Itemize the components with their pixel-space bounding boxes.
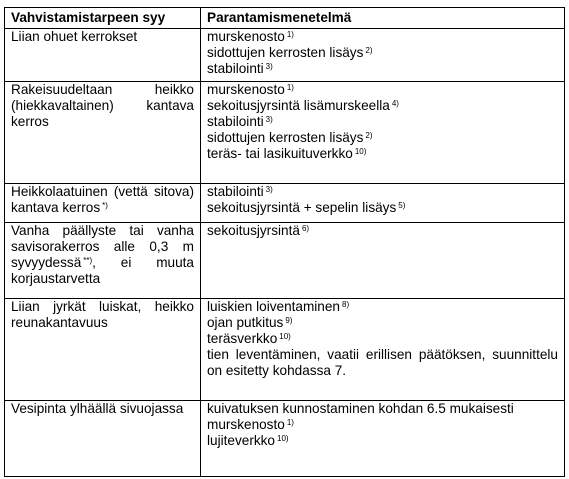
method-item <box>207 45 558 61</box>
method-item <box>207 146 558 162</box>
method-text: lujiteverkko <box>207 432 275 448</box>
cause-cell <box>5 183 201 222</box>
method-text: sekoitusjyrsintä + sepelin lisäys <box>207 199 397 215</box>
cause-text: Liian jyrkät luiskat, heikko reunakantavuus <box>11 299 194 331</box>
table-row <box>5 183 565 222</box>
cause-text: Liian ohuet kerrokset <box>11 29 138 44</box>
method-text: luiskien loiventaminen <box>207 299 340 315</box>
method-text: tien leventäminen, vaatii erillisen päätöksen, suunnittelu on esitetty kohdassa 7. <box>207 347 558 379</box>
method-cell <box>201 29 565 82</box>
method-item <box>207 29 558 45</box>
method-cell <box>201 183 565 222</box>
method-text: stabilointi <box>207 61 264 76</box>
cause-cell <box>5 222 201 298</box>
method-text: murskenosto <box>207 29 285 44</box>
footnote-ref: 3) <box>265 184 273 194</box>
table-row <box>5 299 565 401</box>
cause-cell <box>5 299 201 401</box>
method-item <box>207 433 558 449</box>
table-row <box>5 400 565 476</box>
method-text: ojan putkitus <box>207 315 284 331</box>
table-row <box>5 29 565 82</box>
footnote-ref: 9) <box>285 316 293 326</box>
cause-text: Vanha päällyste tai vanha savisorakerros alle 0,3 m syvyydessä <box>11 222 194 270</box>
method-item <box>207 331 558 347</box>
method-item <box>207 114 558 130</box>
method-cell <box>201 81 565 183</box>
method-item <box>207 200 558 216</box>
table-row <box>5 222 565 298</box>
header-cause: Vahvistamistarpeen syy <box>5 8 201 29</box>
method-item <box>207 82 558 98</box>
method-text: murskenosto <box>207 81 285 97</box>
method-item <box>207 401 558 417</box>
cause-cell <box>5 400 201 476</box>
cause-text: Rakeisuudeltaan heikko (hiekkavaltainen) kantava kerros <box>11 81 194 129</box>
method-item <box>207 347 558 379</box>
reinforcement-methods-table <box>4 7 565 477</box>
method-text: sidottujen kerrosten lisäys <box>207 129 364 145</box>
method-text: stabilointi <box>207 183 264 199</box>
footnote-ref: 2) <box>365 130 373 140</box>
table-row <box>5 81 565 183</box>
footnote-ref: 3) <box>265 114 273 124</box>
method-item <box>207 223 558 239</box>
method-text: sidottujen kerrosten lisäys <box>207 45 364 60</box>
footnote-ref: 8) <box>342 300 350 310</box>
method-item <box>207 299 558 315</box>
table-header-row <box>5 8 565 29</box>
method-cell <box>201 222 565 298</box>
footnote-ref: 1) <box>286 82 294 92</box>
method-item <box>207 61 558 77</box>
method-cell <box>201 299 565 401</box>
footnote-ref: 6) <box>301 223 310 233</box>
footnote-ref: 10) <box>277 433 289 443</box>
method-item <box>207 130 558 146</box>
cause-text: Vesipinta ylhäällä sivuojassa <box>11 400 184 416</box>
footnote-ref: 5) <box>398 200 406 210</box>
method-item <box>207 417 558 433</box>
method-item <box>207 184 558 200</box>
footnote-ref: 10) <box>354 146 367 156</box>
method-item <box>207 98 558 114</box>
footnote-ref: 1) <box>286 417 294 427</box>
method-text: stabilointi <box>207 113 264 129</box>
method-text: teräsverkko <box>207 331 278 347</box>
footnote-ref: 4) <box>391 98 399 108</box>
cause-cell <box>5 81 201 183</box>
method-item <box>207 315 558 331</box>
footnote-ref: 1) <box>286 30 294 39</box>
method-text: murskenosto <box>207 416 285 432</box>
header-method: Parantamismenetelmä <box>201 8 565 29</box>
footnote-ref: **) <box>83 255 93 265</box>
cause-text-suffix: , ei muuta korjaustarvetta <box>11 254 194 286</box>
method-text: teräs- tai lasikuituverkko <box>207 145 353 161</box>
method-text: sekoitusjyrsintä <box>207 222 300 238</box>
footnote-ref: 3) <box>265 62 273 71</box>
footnote-ref: 2) <box>365 46 373 55</box>
cause-text: Heikkolaatuinen (vettä sitova) kantava kerros <box>11 183 194 215</box>
footnote-ref: *) <box>102 200 108 210</box>
cause-cell <box>5 29 201 82</box>
method-cell <box>201 400 565 476</box>
footnote-ref: 10) <box>279 332 291 342</box>
method-text: kuivatuksen kunnostaminen kohdan 6.5 mukaisesti <box>207 400 514 416</box>
method-text: sekoitusjyrsintä lisämurskeella <box>207 97 390 113</box>
